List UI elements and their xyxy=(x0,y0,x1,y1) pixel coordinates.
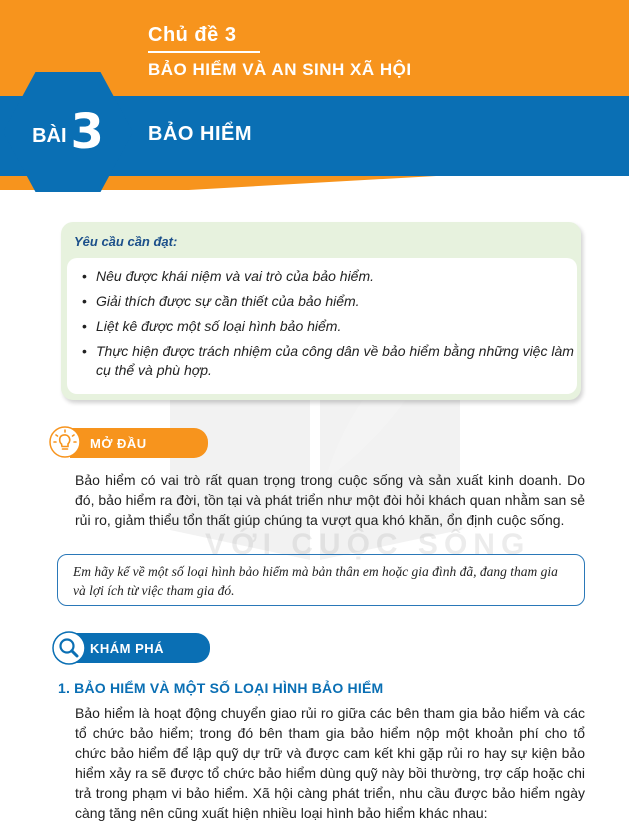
magnifier-icon xyxy=(52,631,86,665)
lesson-label: BÀI xyxy=(32,124,67,147)
topic-label: Chủ đề 3 xyxy=(148,24,237,46)
lesson-title: BẢO HIỂM xyxy=(148,123,252,145)
intro-section-label: MỞ ĐẦU xyxy=(70,428,208,458)
watermark-text: VỚI CUỘC SỐNG xyxy=(205,528,531,561)
requirements-list xyxy=(82,267,582,386)
explore-paragraph: Bảo hiểm là hoạt động chuyển giao rủi ro giữa các bên tham gia bảo hiểm và các tổ chức bảo hiểm; trong đó bên tham gia bảo hiểm nộp một khoản phí cho tổ chức bảo hiểm để lập quỹ dự trữ và được cam kết khi gặp rủi ro hay sự kiện bảo hiểm xảy ra sẽ được tổ chức bảo hiểm dùng quỹ này bồi thường, trợ cấp hoặc chi trả trong phạm vi bảo hiểm. Xã hội càng phát triển, nhu cầu được bảo hiểm ngày càng tăng nên cũng xuất hiện nhiều loại hình bảo hiểm khác nhau: xyxy=(75,705,585,821)
topic-subtitle: BẢO HIỂM VÀ AN SINH XÃ HỘI xyxy=(148,60,412,79)
explore-section-label: KHÁM PHÁ xyxy=(70,633,210,663)
requirement-item: • Liệt kê được một số loại hình bảo hiểm. xyxy=(82,317,582,336)
requirement-item: • Thực hiện được trách nhiệm của công dân về bảo hiểm bằng những việc làm cụ thể và phù hợp. xyxy=(82,342,582,380)
requirement-item: • Nêu được khái niệm và vai trò của bảo hiểm. xyxy=(82,267,582,286)
intro-paragraph: Bảo hiểm có vai trò rất quan trọng trong cuộc sống và sản xuất kinh doanh. Do đó, bảo hiểm ra đời, tồn tại và phát triển như một đòi hỏi khách quan nhằm san sẻ rủi ro, giảm thiểu tổn thất giúp chúng ta vượt qua khó khăn, ổn định cuộc sống. xyxy=(75,472,585,528)
lightbulb-icon xyxy=(49,426,81,458)
question-text: Em hãy kể về một số loại hình bảo hiểm mà bản thân em hoặc gia đình đã, đang tham gia và lợi ích từ việc tham gia đó. xyxy=(73,564,558,598)
requirements-title: Yêu cầu cần đạt: xyxy=(74,234,178,249)
requirement-item: • Giải thích được sự cần thiết của bảo hiểm. xyxy=(82,292,582,311)
topic-underline xyxy=(148,51,260,53)
lesson-number: 3 xyxy=(70,104,104,160)
lesson-badge-content xyxy=(3,72,133,192)
section-heading: 1. BẢO HIỂM VÀ MỘT SỐ LOẠI HÌNH BẢO HIỂM xyxy=(58,680,384,696)
